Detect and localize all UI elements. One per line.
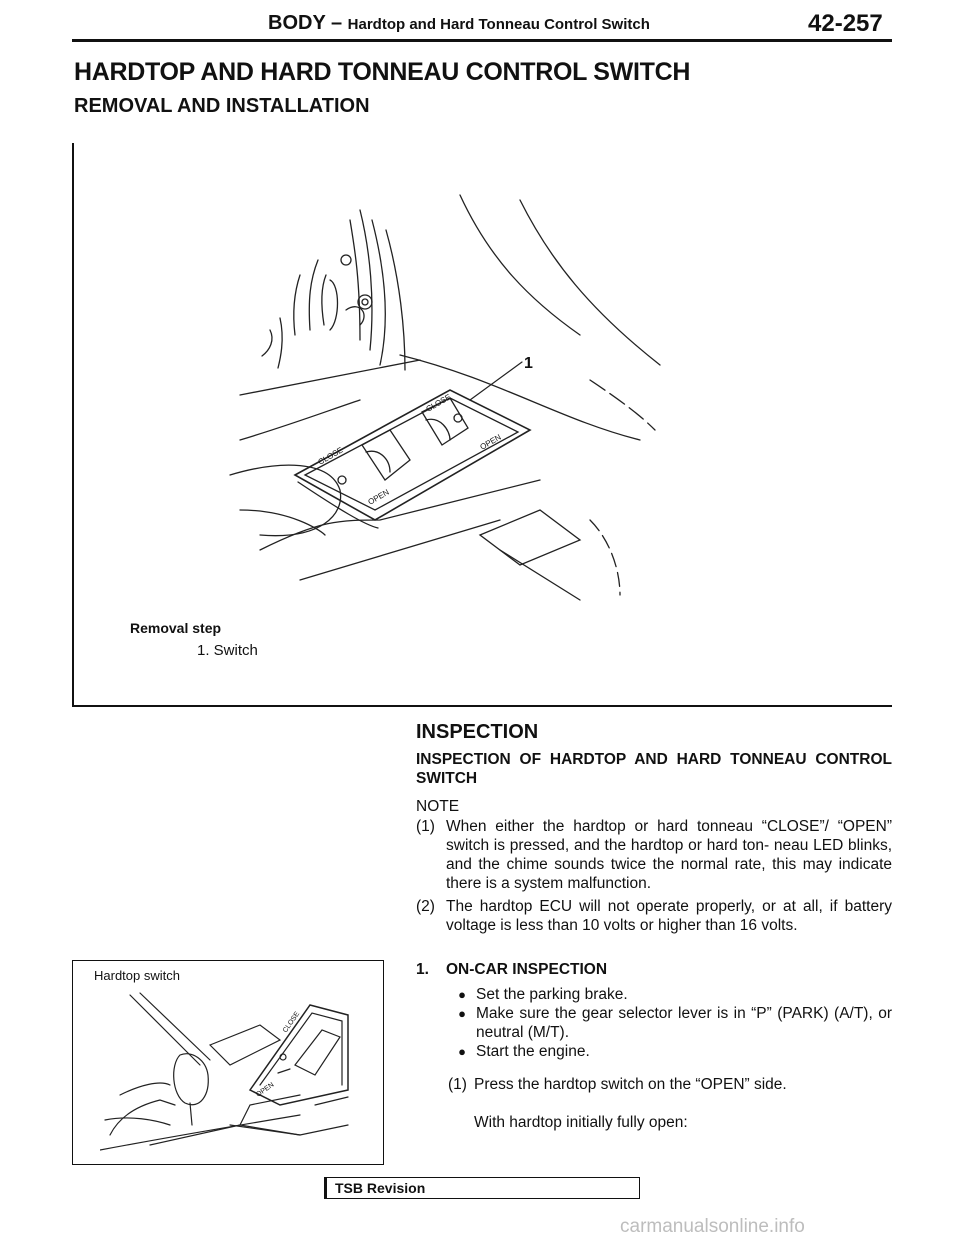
callout-1: 1 <box>524 355 533 372</box>
inspection-heading: INSPECTION <box>416 721 539 743</box>
hardtop-switch-illustration <box>100 985 360 1155</box>
note-item-1 <box>416 817 892 893</box>
svg-text:OPEN: OPEN <box>478 432 503 452</box>
note-item-number: (2) <box>416 898 435 915</box>
page-number: 42-257 <box>808 10 883 37</box>
bullet-icon: ● <box>458 1006 466 1021</box>
on-car-number: 1. <box>416 961 429 978</box>
watermark: carmanualsonline.info <box>620 1216 805 1237</box>
step-1 <box>448 1076 892 1094</box>
switch-location-illustration <box>200 190 700 610</box>
bullet-item: ● Start the engine. <box>448 1042 892 1061</box>
bullet-item: ● Set the parking brake. <box>448 985 892 1004</box>
bullet-item: ● Make sure the gear selector lever is in “P” (PARK) (A/T), or neutral (M/T). <box>448 1004 892 1042</box>
on-car-title: ON-CAR INSPECTION <box>446 961 608 978</box>
figure2-label: Hardtop switch <box>94 968 180 983</box>
header-subtitle: Hardtop and Hard Tonneau Control Switch <box>347 16 650 33</box>
svg-text:CLOSE: CLOSE <box>316 445 345 467</box>
header-section: BODY <box>268 12 326 34</box>
bullet-icon: ● <box>458 987 466 1002</box>
section-title: REMOVAL AND INSTALLATION <box>74 95 370 117</box>
svg-text:OPEN: OPEN <box>366 487 391 507</box>
step-number: (1) <box>448 1076 467 1093</box>
note-item-text: When either the hardtop or hard tonneau “CLOSE”/ “OPEN” switch is pressed, and the hardtop or hard ton- neau LED blinks, and the chime sounds twice the normal rate, this may indicate there is a system malfunction. <box>446 818 892 892</box>
svg-text:CLOSE: CLOSE <box>424 392 453 414</box>
on-car-inspection-heading <box>416 960 892 979</box>
removal-step-item: 1. Switch <box>197 642 258 659</box>
note-item-number: (1) <box>416 818 435 835</box>
note-label: NOTE <box>416 798 460 815</box>
inspection-subheading: INSPECTION OF HARDTOP AND HARD TONNEAU CONTROL SWITCH <box>416 751 892 787</box>
step-text: Press the hardtop switch on the “OPEN” side. <box>474 1076 787 1093</box>
condition-text: With hardtop initially fully open: <box>474 1114 688 1131</box>
note-item-2 <box>416 897 892 935</box>
svg-text:CLOSE: CLOSE <box>281 1010 302 1035</box>
bullet-icon: ● <box>458 1044 466 1059</box>
header-title <box>268 12 650 35</box>
removal-step-heading: Removal step <box>130 620 222 636</box>
document-title: HARDTOP AND HARD TONNEAU CONTROL SWITCH <box>74 58 691 86</box>
header-dash: – <box>325 12 348 34</box>
header-rule <box>72 39 892 42</box>
svg-text:OPEN: OPEN <box>255 1081 276 1099</box>
note-item-text: The hardtop ECU will not operate properly, or at all, if battery voltage is less than 10 volts or higher than 16 volts. <box>446 898 892 934</box>
tsb-revision-box: TSB Revision <box>324 1177 640 1199</box>
